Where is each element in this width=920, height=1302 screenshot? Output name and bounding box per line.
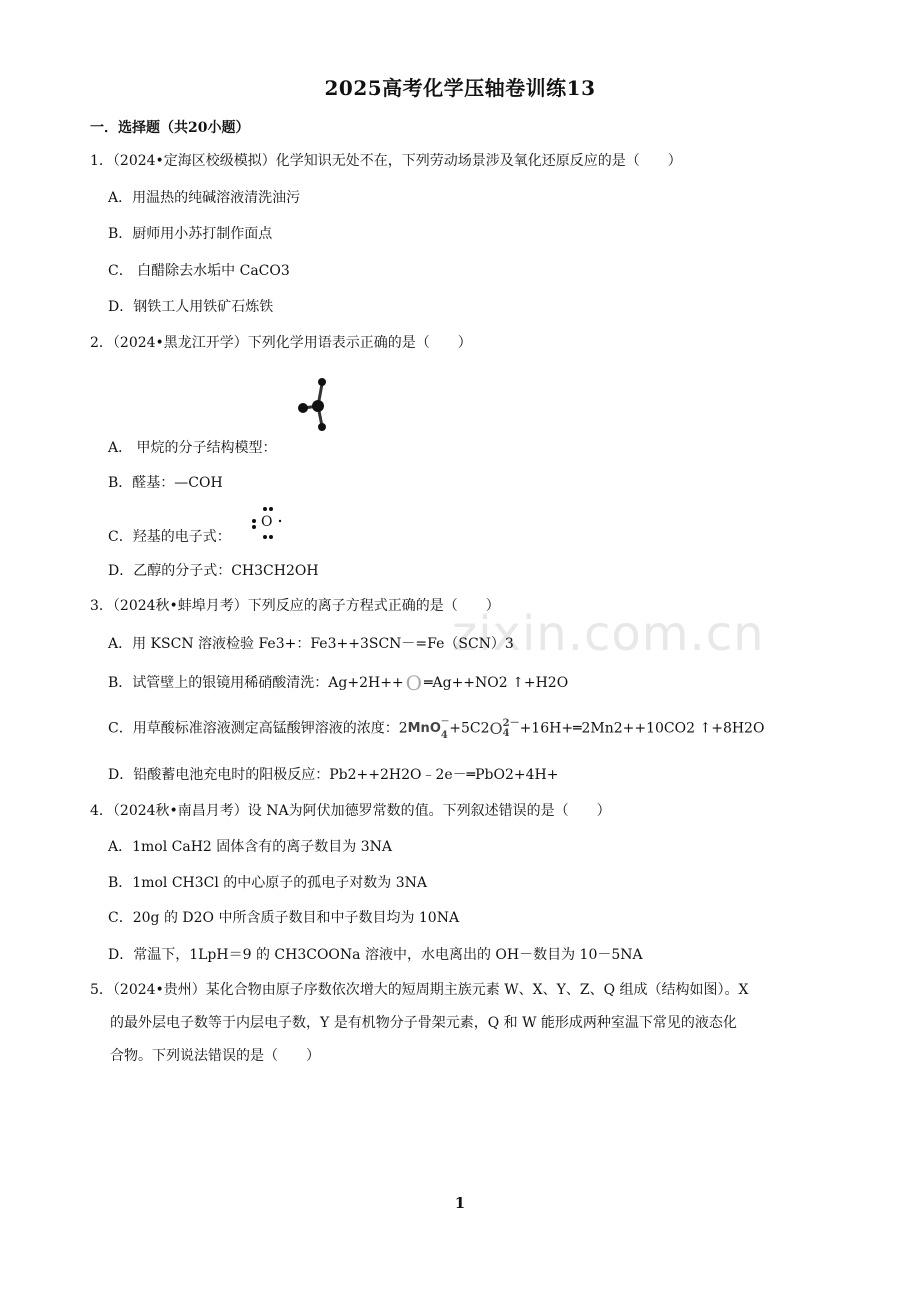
question-2-stem: 2．（2024•黑龙江开学）下列化学用语表示正确的是（ ）: [90, 335, 472, 351]
question-4-option-c: C．20g 的 D2O 中所含质子数目和中子数目均为 10NA: [108, 910, 460, 926]
question-3-option-a: A．用 KSCN 溶液检验 Fe3+：Fe3++3SCN－=Fe（SCN）3: [108, 636, 514, 652]
question-4-option-b: B．1mol CH3Cl 的中心原子的孤电子对数为 3NA: [108, 875, 428, 891]
question-1-option-a: A．用温热的纯碱溶液清洗油污: [108, 190, 301, 206]
question-3-stem: 3．（2024秋•蚌埠月考）下列反应的离子方程式正确的是（ ）: [90, 598, 500, 614]
question-3-option-b: [108, 671, 568, 695]
question-5-line-1: 5．（2024•贵州）某化合物由原子序数依次增大的短周期主族元素 W、X、Y、Z、Q 组成（结构如图）。X: [90, 982, 749, 998]
question-2-option-d: D．乙醇的分子式：CH3CH2OH: [108, 563, 319, 579]
question-3-option-c-mid: +5C2: [449, 720, 490, 737]
permanganate-formula-image: MnO: [407, 721, 441, 737]
question-1-option-b: B．厨师用小苏打制作面点: [108, 226, 273, 242]
question-3-option-d: D．铅酸蓄电池充电时的阳极反应：Pb2++2H2O﹣2e－═PbO2+4H+: [108, 767, 559, 783]
question-1-option-d: D．钢铁工人用铁矿石炼铁: [108, 299, 274, 315]
question-1-option-c: C． 白醋除去水垢中 CaCO3: [108, 263, 290, 279]
hydroxyl-electron-formula: [250, 506, 284, 540]
page-number: 1: [454, 1194, 466, 1212]
nitrate-formula-image: O: [405, 671, 423, 695]
question-5-stem: [90, 974, 835, 1073]
question-3-option-c-tail: +16H+═2Mn2++10CO2 ↑+8H2O: [519, 720, 765, 737]
document-title: 2025高考化学压轴卷训练13: [324, 76, 596, 100]
question-3-option-c-text: C．用草酸标准溶液测定高锰酸钾溶液的浓度：2: [108, 720, 408, 737]
question-4-stem: 4．（2024秋•南昌月考）设 NA为阿伏加德罗常数的值。下列叙述错误的是（ ）: [90, 803, 611, 819]
question-1-stem: 1．（2024•定海区校级模拟）化学知识无处不在，下列劳动场景涉及氧化还原反应的是（ ）: [90, 153, 682, 169]
question-5-line-3: 合物。下列说法错误的是（ ）: [110, 1048, 320, 1064]
question-3-option-b-text: B．试管壁上的银镜用稀硝酸清洗：Ag+2H++: [108, 675, 404, 691]
question-2-option-c: [108, 526, 231, 546]
question-2-option-c-text: C．羟基的电子式：: [108, 529, 231, 545]
section-heading: 一．选择题（共20小题）: [90, 120, 250, 136]
methane-model-figure: [296, 376, 328, 432]
question-3-option-c: C．用草酸标准溶液测定高锰酸钾溶液的浓度：2MnO－ 4+5C2O2－ 4 +16H+═2Mn2++10CO2 ↑+8H2O: [108, 716, 765, 742]
question-4-option-d: D．常温下，1LpH＝9 的 CH3COONa 溶液中，水电离出的 OH－数目为 10－5NA: [108, 947, 643, 963]
question-5-line-2: 的最外层电子数等于内层电子数，Y 是有机物分子骨架元素，Q 和 W 能形成两种室温下常见的液态化: [110, 1015, 737, 1031]
question-2-option-b: B．醛基：—COH: [108, 475, 223, 491]
question-2-option-a: A． 甲烷的分子结构模型：: [108, 440, 277, 456]
oxalate-formula-image: O: [489, 719, 503, 739]
question-3-option-b-tail: ═Ag++NO2 ↑+H2O: [424, 675, 569, 691]
question-4-option-a: A．1mol CaH2 固体含有的离子数目为 3NA: [108, 839, 392, 855]
oxygen-symbol: O: [261, 514, 273, 530]
watermark: zixin.com.cn: [452, 606, 765, 662]
